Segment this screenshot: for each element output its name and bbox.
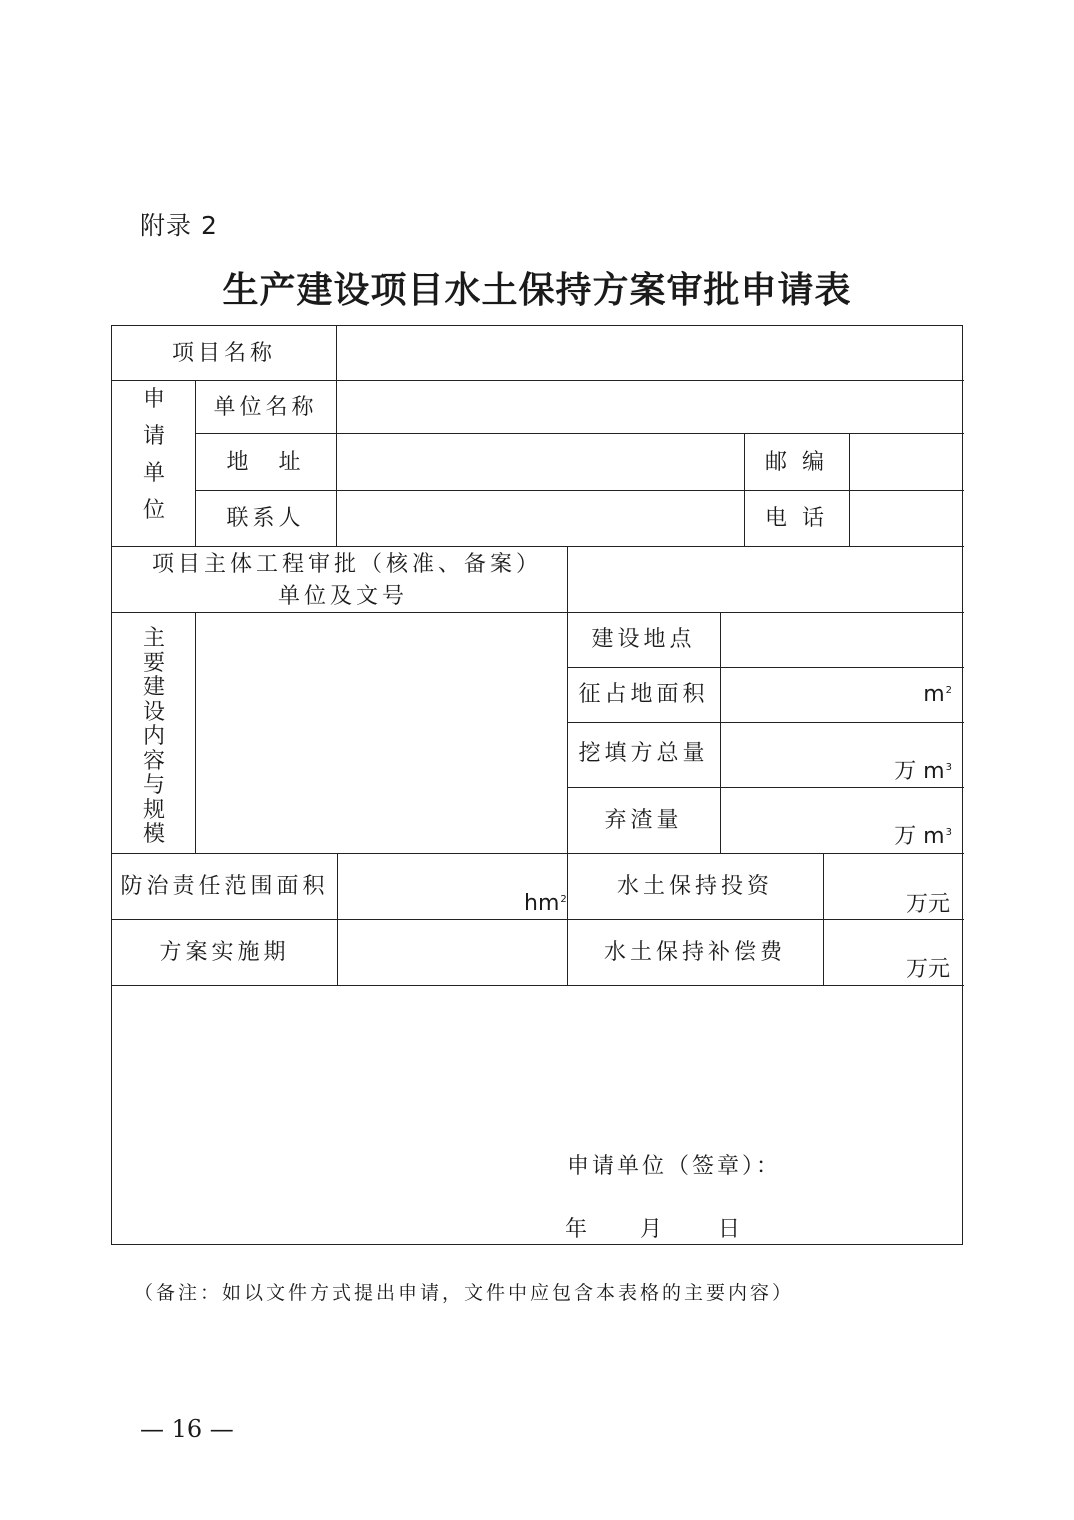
land-area-label: 征占地面积 bbox=[578, 682, 709, 707]
unit-name-field[interactable] bbox=[337, 381, 964, 433]
form-title: 生产建设项目水土保持方案审批申请表 bbox=[222, 269, 852, 311]
unit-wanyuan-compensation: 万元 bbox=[905, 957, 950, 982]
approval-field[interactable] bbox=[568, 547, 964, 612]
project-name-label: 项目名称 bbox=[171, 341, 276, 366]
date-month: 月 bbox=[640, 1217, 667, 1242]
applicant-vertical-label: 申 请 单 位 bbox=[142, 387, 165, 523]
contact-label: 联系人 bbox=[226, 506, 305, 531]
unit-wan-m3-waste: 万 $m^3$ bbox=[894, 824, 952, 849]
unit-wan-m3-earthwork: 万 $m^3$ bbox=[894, 759, 952, 784]
waste-label: 弃渣量 bbox=[604, 808, 683, 833]
construction-content-field[interactable] bbox=[196, 613, 567, 853]
construction-scale-vertical-label: 主 要 建 设 内 容 与 规 模 bbox=[142, 626, 165, 847]
page-number: — 16 — bbox=[140, 1415, 234, 1443]
contact-field[interactable] bbox=[337, 491, 744, 546]
site-field[interactable] bbox=[721, 613, 964, 667]
address-label: 地 址 bbox=[226, 450, 305, 475]
appendix-label: 附录 2 bbox=[140, 211, 218, 240]
compensation-label: 水土保持补偿费 bbox=[603, 940, 786, 965]
unit-hm2: $hm^2$ bbox=[524, 891, 567, 916]
postcode-field[interactable] bbox=[850, 434, 964, 490]
approval-label-line2: 单位及文号 bbox=[278, 584, 409, 609]
unit-m2: $m^2$ bbox=[923, 682, 952, 707]
date-year: 年 bbox=[565, 1217, 592, 1242]
project-name-field[interactable] bbox=[337, 326, 964, 380]
phone-label: 电 话 bbox=[765, 506, 828, 531]
unit-wanyuan-investment: 万元 bbox=[905, 892, 950, 917]
period-label: 方案实施期 bbox=[159, 940, 290, 965]
unit-name-label: 单位名称 bbox=[213, 395, 318, 420]
seal-label: 申请单位（签章）： bbox=[567, 1154, 782, 1179]
address-field[interactable] bbox=[337, 434, 744, 490]
phone-field[interactable] bbox=[850, 491, 964, 546]
period-field[interactable] bbox=[338, 920, 567, 985]
application-form-table bbox=[111, 325, 963, 1245]
footnote: （备注：如以文件方式提出申请，文件中应包含本表格的主要内容） bbox=[134, 1282, 795, 1304]
site-label: 建设地点 bbox=[591, 627, 696, 652]
earthwork-label: 挖填方总量 bbox=[578, 741, 709, 766]
postcode-label: 邮 编 bbox=[765, 450, 828, 475]
approval-label-line1: 项目主体工程审批（核准、备案） bbox=[152, 552, 543, 577]
date-day: 日 bbox=[718, 1217, 745, 1242]
resp-area-label: 防治责任范围面积 bbox=[120, 874, 329, 899]
investment-label: 水土保持投资 bbox=[616, 874, 773, 899]
